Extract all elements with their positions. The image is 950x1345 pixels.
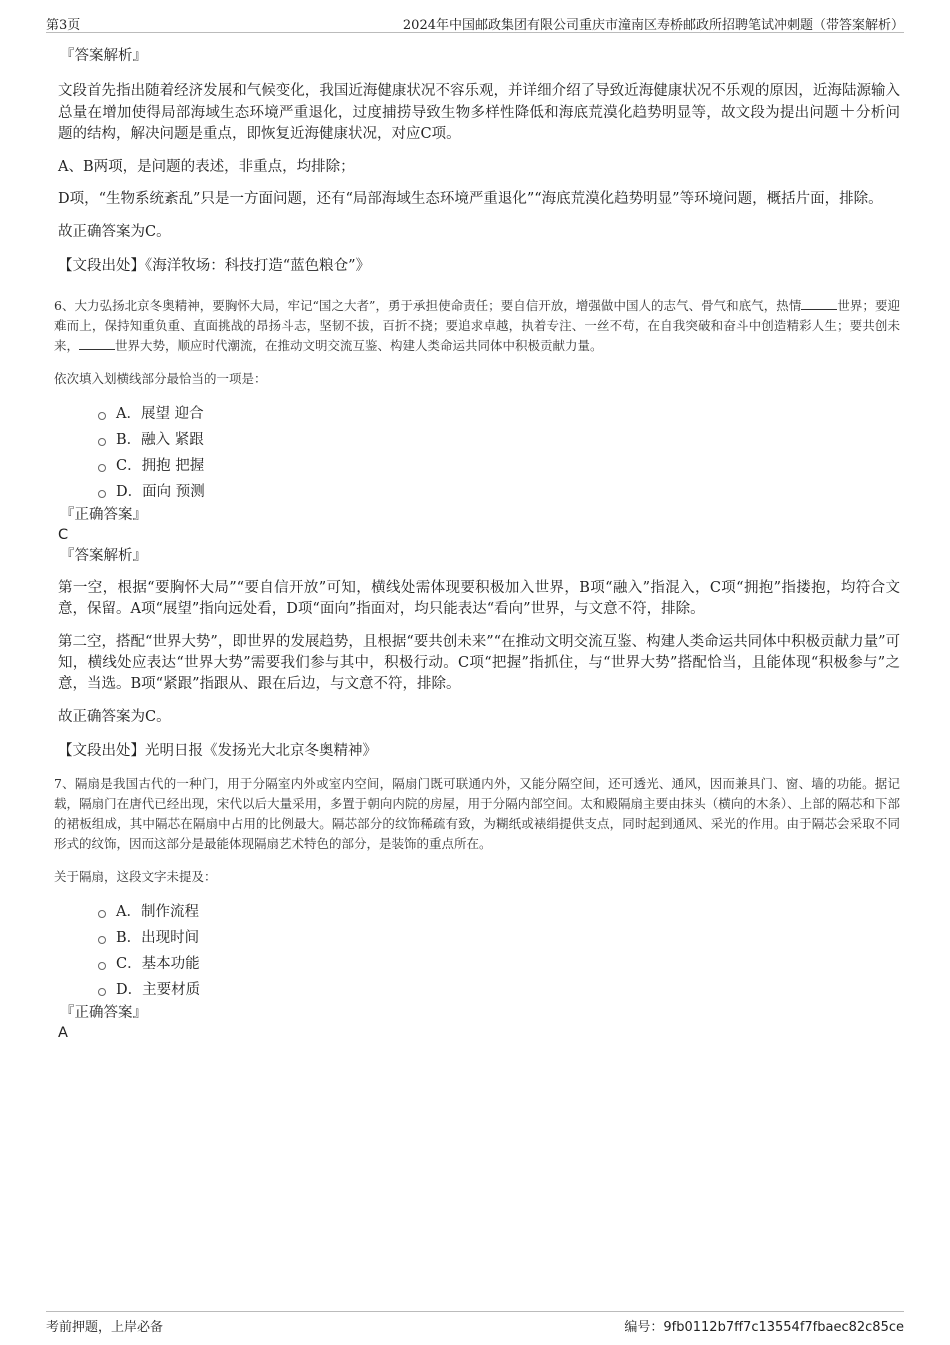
- q7-correct-label: 『正确答案』: [60, 1005, 147, 1021]
- radio-icon[interactable]: [98, 438, 106, 446]
- radio-icon[interactable]: [98, 464, 106, 472]
- option-label: D．面向 预测: [116, 484, 205, 500]
- answer-blank: [801, 297, 837, 310]
- option-label: A．展望 迎合: [116, 406, 204, 422]
- q7-options: [98, 899, 906, 1003]
- radio-icon[interactable]: [98, 490, 106, 498]
- option-label: C．基本功能: [116, 956, 200, 972]
- option-label: A．制作流程: [116, 904, 199, 920]
- q5-analysis-para-4: 故正确答案为C。: [58, 224, 171, 240]
- page-footer: [46, 1311, 904, 1334]
- radio-icon[interactable]: [98, 988, 106, 996]
- radio-icon[interactable]: [98, 962, 106, 970]
- q6-text-c: 世界大势，顺应时代潮流，在推动文明交流互鉴、构建人类命运共同体中积极贡献力量。: [115, 338, 603, 353]
- footer-slogan: 考前押题，上岸必备: [46, 1320, 164, 1335]
- q6-prompt: 依次填入划横线部分最恰当的一项是：: [54, 371, 267, 386]
- q6-analysis-label: 『答案解析』: [60, 548, 147, 564]
- option-label: D．主要材质: [116, 982, 201, 998]
- q7-option-a[interactable]: [98, 899, 906, 925]
- option-label: B．融入 紧跟: [116, 432, 204, 448]
- plus-sign: ＋: [838, 102, 857, 122]
- q6-text-a: 6、大力弘扬北京冬奥精神，要胸怀大局，牢记“国之大者”，勇于承担使命责任；要自信开放，增强做中国人的志气、骨气和底气，热情: [54, 298, 802, 313]
- radio-icon[interactable]: [98, 936, 106, 944]
- q6-correct-label: 『正确答案』: [60, 507, 147, 523]
- q6-option-c[interactable]: [98, 453, 906, 479]
- q5-analysis-para-3: D项，“生物系统紊乱”只是一方面问题，还有“局部海域生态环境严重退化”“海底荒漠化趋势明显”等环境问题，概括片面，排除。: [58, 191, 883, 207]
- page-number: 第3页: [46, 18, 81, 33]
- page-header: [46, 14, 904, 33]
- q5-analysis-label: 『答案解析』: [60, 48, 147, 64]
- q6-analysis-para-2: 第二空，搭配“世界大势”，即世界的发展趋势，且根据“要共创未来”“在推动文明交流互鉴、构建人类命运共同体中积极贡献力量”可知，横线处应表达“世界大势”需要我们参与其中，积极行动。C项“把握”指抓住，与“世界大势”搭配恰当，且能体现“积极参与”之意，当选。B项“紧跟”指跟从、跟在后边，与文意不符，排除。: [58, 634, 900, 692]
- q6-option-a[interactable]: [98, 401, 906, 427]
- q6-text: [54, 296, 900, 356]
- answer-blank: [79, 337, 115, 350]
- q7-text: 7、隔扇是我国古代的一种门，用于分隔室内外或室内空间，隔扇门既可联通内外，又能分隔空间，还可透光、通风，因而兼具门、窗、墙的功能。据记载，隔扇门在唐代已经出现，宋代以后大量采用，多置于朝向内院的房屋，用于分隔内部空间。太和殿隔扇主要由抹头（横向的木条）、上部的隔芯和下部的裙板组成，其中隔芯在隔扇中占用的比例最大。隔芯部分的纹饰稀疏有致，为糊纸或裱绢提供支点，同时起到通风、采光的作用。由于隔芯会采取不同形式的纹饰，因而这部分是最能体现隔扇艺术特色的部分，是装饰的重点所在。: [54, 776, 900, 851]
- q7-option-b[interactable]: [98, 925, 906, 951]
- q6-correct-answer: C: [58, 527, 69, 543]
- q6-option-b[interactable]: [98, 427, 906, 453]
- radio-icon[interactable]: [98, 910, 106, 918]
- document-title: 2024年中国邮政集团有限公司重庆市潼南区寿桥邮政所招聘笔试冲刺题（带答案解析）: [402, 18, 904, 33]
- q7-option-c[interactable]: [98, 951, 906, 977]
- option-label: C．拥抱 把握: [116, 458, 205, 474]
- q7-option-d[interactable]: [98, 977, 906, 1003]
- q5-source: 【文段出处】《海洋牧场：科技打造“蓝色粮仓”》: [58, 258, 371, 274]
- q6-analysis-para-1: 第一空，根据“要胸怀大局”“要自信开放”可知，横线处需体现要积极加入世界，B项“融入”指混入，C项“拥抱”指搂抱，均符合文意，保留。A项“展望”指向远处看，D项“面向”指面对，均只能表达“看向”世界，与文意不符，排除。: [58, 580, 900, 617]
- q7-prompt: 关于隔扇，这段文字未提及：: [54, 869, 217, 884]
- q6-text-b: 世界；要迎难而上，保持知重负重、直面挑战的昂扬斗志，坚韧不拔，百折不挠；要追求卓越，执着专注、一丝不苟，在自我突破和奋斗中创造精彩人生；要共创未来，: [54, 298, 900, 353]
- page-content: [46, 44, 906, 1043]
- q5-analysis-para-1-b: 分析问题的结构，解决问题是重点，即恢复近海健康状况，对应C项。: [58, 105, 901, 142]
- q6-source: 【文段出处】光明日报《发扬光大北京冬奥精神》: [58, 743, 377, 759]
- q5-analysis-para-2: A、B两项，是问题的表述，非重点，均排除；: [58, 159, 355, 175]
- q6-options: [98, 401, 906, 505]
- q5-analysis-para-1: [58, 81, 900, 145]
- option-label: B．出现时间: [116, 930, 200, 946]
- document-id: 编号：9fb0112b7ff7c13554f7fbaec82c85ce: [624, 1320, 904, 1335]
- q6-analysis-para-3: 故正确答案为C。: [58, 709, 171, 725]
- radio-icon[interactable]: [98, 412, 106, 420]
- q6-option-d[interactable]: [98, 479, 906, 505]
- q7-correct-answer: A: [58, 1025, 68, 1041]
- q5-analysis-para-1-a: 文段首先指出随着经济发展和气候变化，我国近海健康状况不容乐观，并详细介绍了导致近海健康状况不乐观的原因，近海陆源输入总量在增加使得局部海域生态环境严重退化，过度捕捞导致生物多样性降低和海底荒漠化趋势明显等，故文段为提出问题: [58, 83, 900, 121]
